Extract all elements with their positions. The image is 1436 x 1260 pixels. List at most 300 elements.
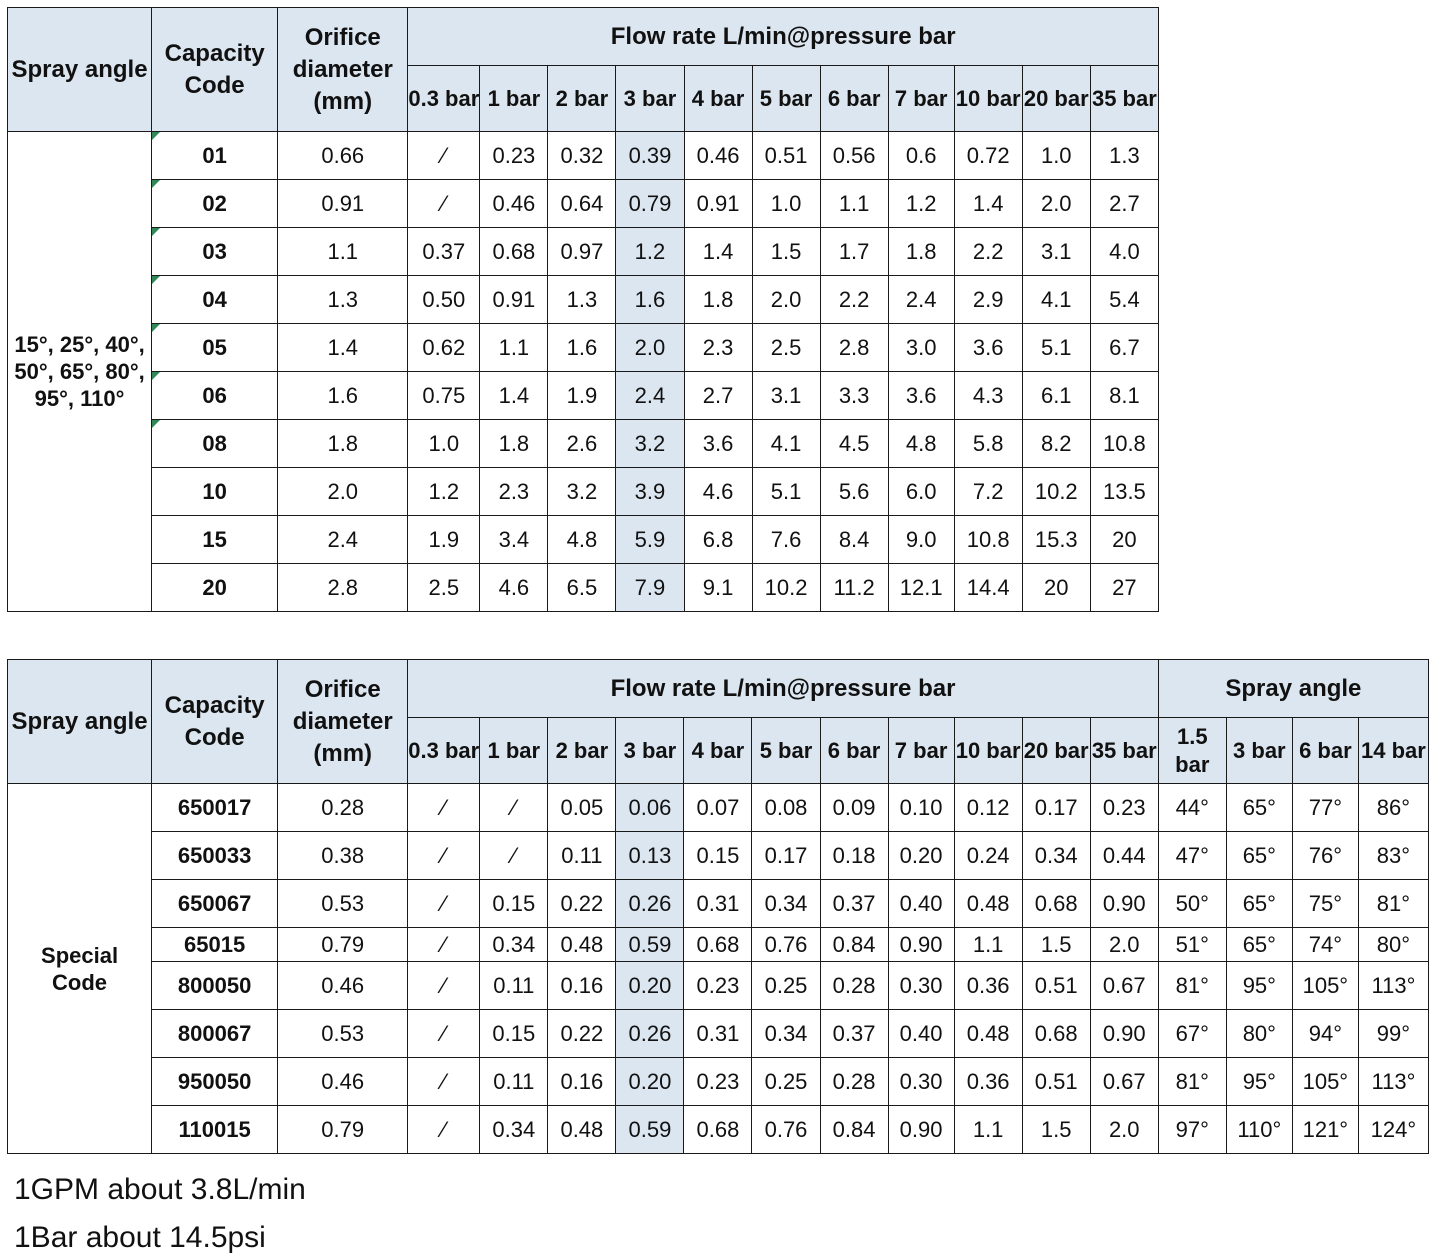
flow-value-cell: 0.20 (616, 962, 684, 1010)
spray-angle-value-cell: 80° (1358, 928, 1428, 962)
flow-value-cell: 0.11 (480, 1058, 548, 1106)
pressure-header: 2 bar (548, 66, 616, 132)
pressure-header: 6 bar (820, 66, 888, 132)
orifice-cell: 0.53 (278, 1010, 408, 1058)
flow-value-cell: 3.9 (616, 468, 684, 516)
spray-angle-value-cell: 65° (1226, 928, 1292, 962)
flow-value-cell: 0.37 (820, 880, 888, 928)
table-row (8, 420, 1159, 468)
flow-value-cell: 2.2 (954, 228, 1022, 276)
flow-value-cell: 0.28 (820, 962, 888, 1010)
flow-value-cell: ⁄ (408, 1106, 480, 1154)
spray-angle-value-cell: 121° (1292, 1106, 1358, 1154)
flow-value-cell: 1.4 (954, 180, 1022, 228)
orifice-cell: 0.53 (278, 880, 408, 928)
flow-value-cell: 4.3 (954, 372, 1022, 420)
flow-value-cell: 4.0 (1090, 228, 1158, 276)
flow-value-cell: 9.0 (888, 516, 954, 564)
flow-value-cell: 1.5 (1022, 1106, 1090, 1154)
flow-value-cell: 1.0 (1022, 132, 1090, 180)
flow-value-cell: 0.30 (888, 1058, 954, 1106)
capacity-code-cell: 65015 (152, 928, 278, 962)
header-spray-angle: Spray angle (8, 660, 152, 784)
flow-value-cell: 0.39 (616, 132, 684, 180)
flow-value-cell: 2.7 (684, 372, 752, 420)
flow-value-cell: 0.34 (752, 1010, 820, 1058)
flow-value-cell: 10.2 (1022, 468, 1090, 516)
pressure-header: 5 bar (752, 718, 820, 784)
table-row (8, 784, 1429, 832)
flow-value-cell: 3.1 (1022, 228, 1090, 276)
spray-angle-value-cell: 105° (1292, 962, 1358, 1010)
flow-value-cell: 12.1 (888, 564, 954, 612)
flow-value-cell: 0.91 (684, 180, 752, 228)
flow-value-cell: 0.22 (548, 880, 616, 928)
flow-value-cell: 1.1 (954, 928, 1022, 962)
flow-value-cell: 0.25 (752, 962, 820, 1010)
flow-value-cell: 2.0 (752, 276, 820, 324)
header-spray-angle-group: Spray angle (1158, 660, 1428, 718)
flow-value-cell: 2.0 (1090, 928, 1158, 962)
flow-value-cell: 4.6 (480, 564, 548, 612)
flow-value-cell: 8.1 (1090, 372, 1158, 420)
capacity-code-cell: 05 (152, 324, 278, 372)
spray-angle-value-cell: 113° (1358, 1058, 1428, 1106)
pressure-header: 10 bar (954, 66, 1022, 132)
flow-value-cell: 0.08 (752, 784, 820, 832)
capacity-code-cell: 650017 (152, 784, 278, 832)
pressure-header: 6 bar (820, 718, 888, 784)
flow-value-cell: 0.06 (616, 784, 684, 832)
flow-value-cell: 0.23 (684, 962, 752, 1010)
flow-value-cell: 27 (1090, 564, 1158, 612)
flow-value-cell: 4.8 (888, 420, 954, 468)
flow-value-cell: 0.23 (684, 1058, 752, 1106)
flow-value-cell: 0.18 (820, 832, 888, 880)
flow-value-cell: 2.7 (1090, 180, 1158, 228)
table-row (8, 1058, 1429, 1106)
flow-value-cell: ⁄ (408, 928, 480, 962)
capacity-code-cell: 04 (152, 276, 278, 324)
flow-value-cell: 0.46 (480, 180, 548, 228)
pressure-header: 3 bar (616, 718, 684, 784)
table-row (8, 180, 1159, 228)
spray-angle-value-cell: 81° (1158, 962, 1226, 1010)
flow-value-cell: 5.1 (1022, 324, 1090, 372)
flow-value-cell: 0.11 (480, 962, 548, 1010)
flow-value-cell: 1.5 (752, 228, 820, 276)
flow-value-cell: 0.23 (480, 132, 548, 180)
capacity-code-cell: 650067 (152, 880, 278, 928)
angle-pressure-header: 1.5 bar (1158, 718, 1226, 784)
spray-angle-value-cell: 113° (1358, 962, 1428, 1010)
flow-value-cell: 10.8 (954, 516, 1022, 564)
flow-value-cell: 2.0 (616, 324, 684, 372)
flow-value-cell: 0.48 (548, 928, 616, 962)
flow-value-cell: 3.1 (752, 372, 820, 420)
flow-value-cell: ⁄ (408, 132, 480, 180)
flow-value-cell: 0.36 (954, 962, 1022, 1010)
table-row (8, 880, 1429, 928)
pressure-header: 0.3 bar (408, 718, 480, 784)
flow-value-cell: 20 (1022, 564, 1090, 612)
orifice-cell: 0.46 (278, 962, 408, 1010)
flow-value-cell: 0.68 (480, 228, 548, 276)
table-row (8, 564, 1159, 612)
flow-value-cell: 1.3 (1090, 132, 1158, 180)
flow-value-cell: 0.26 (616, 880, 684, 928)
spray-angle-value-cell: 77° (1292, 784, 1358, 832)
pressure-header: 20 bar (1022, 718, 1090, 784)
spray-angle-value-cell: 110° (1226, 1106, 1292, 1154)
table-row (8, 324, 1159, 372)
table-row (8, 516, 1159, 564)
flow-value-cell: 0.51 (1022, 962, 1090, 1010)
flow-value-cell: 1.7 (820, 228, 888, 276)
flow-value-cell: 1.8 (888, 228, 954, 276)
flow-value-cell: 0.11 (548, 832, 616, 880)
pressure-header: 10 bar (954, 718, 1022, 784)
orifice-cell: 2.4 (278, 516, 408, 564)
flow-value-cell: 0.40 (888, 880, 954, 928)
spray-angle-value-cell: 86° (1358, 784, 1428, 832)
flow-value-cell: 6.0 (888, 468, 954, 516)
flow-value-cell: 14.4 (954, 564, 1022, 612)
header-capacity-code: Capacity Code (152, 8, 278, 132)
orifice-cell: 0.79 (278, 1106, 408, 1154)
flow-value-cell: 2.0 (1090, 1106, 1158, 1154)
spray-angle-value-cell: 47° (1158, 832, 1226, 880)
pressure-header: 4 bar (684, 718, 752, 784)
capacity-code-cell: 800067 (152, 1010, 278, 1058)
spray-angle-value-cell: 44° (1158, 784, 1226, 832)
flow-value-cell: 0.12 (954, 784, 1022, 832)
flow-value-cell: 0.79 (616, 180, 684, 228)
capacity-code-cell: 800050 (152, 962, 278, 1010)
angle-pressure-header: 14 bar (1358, 718, 1428, 784)
orifice-cell: 1.8 (278, 420, 408, 468)
table-row (8, 372, 1159, 420)
flow-value-cell: 2.3 (684, 324, 752, 372)
spray-angle-value-cell: 99° (1358, 1010, 1428, 1058)
flow-value-cell: 0.67 (1090, 962, 1158, 1010)
flow-value-cell: 0.37 (820, 1010, 888, 1058)
flow-value-cell: 0.72 (954, 132, 1022, 180)
flow-value-cell: 0.90 (1090, 880, 1158, 928)
flow-value-cell: 0.15 (480, 1010, 548, 1058)
flow-value-cell: 1.1 (480, 324, 548, 372)
capacity-code-cell: 03 (152, 228, 278, 276)
flow-value-cell: 0.48 (954, 1010, 1022, 1058)
flow-value-cell: 0.34 (752, 880, 820, 928)
flow-value-cell: 1.4 (480, 372, 548, 420)
capacity-code-cell: 02 (152, 180, 278, 228)
spray-angle-value-cell: 75° (1292, 880, 1358, 928)
flow-value-cell: 2.0 (1022, 180, 1090, 228)
flow-value-cell: 0.10 (888, 784, 954, 832)
flow-value-cell: 0.75 (408, 372, 480, 420)
flow-value-cell: 3.6 (888, 372, 954, 420)
flow-value-cell: 0.16 (548, 962, 616, 1010)
flow-value-cell: 2.4 (888, 276, 954, 324)
table-row (8, 1010, 1429, 1058)
flow-value-cell: 0.50 (408, 276, 480, 324)
header-orifice-diameter: Orifice diameter (mm) (278, 8, 408, 132)
flow-value-cell: 6.7 (1090, 324, 1158, 372)
spray-angle-value-cell: 74° (1292, 928, 1358, 962)
spray-angle-value-cell: 95° (1226, 962, 1292, 1010)
flow-value-cell: 0.90 (1090, 1010, 1158, 1058)
special-code-cell: Special Code (8, 784, 152, 1154)
spray-angle-value-cell: 81° (1158, 1058, 1226, 1106)
capacity-code-cell: 20 (152, 564, 278, 612)
flow-value-cell: 1.1 (954, 1106, 1022, 1154)
spray-angle-value-cell: 105° (1292, 1058, 1358, 1106)
flow-value-cell: 0.36 (954, 1058, 1022, 1106)
flow-value-cell: 9.1 (684, 564, 752, 612)
flow-value-cell: 0.09 (820, 784, 888, 832)
flow-value-cell: 0.62 (408, 324, 480, 372)
table-row (8, 962, 1429, 1010)
flow-value-cell: 3.6 (684, 420, 752, 468)
flow-value-cell: 0.67 (1090, 1058, 1158, 1106)
flow-value-cell: ⁄ (408, 880, 480, 928)
flow-value-cell: 5.9 (616, 516, 684, 564)
flow-value-cell: 6.8 (684, 516, 752, 564)
flow-value-cell: 2.6 (548, 420, 616, 468)
orifice-cell: 0.28 (278, 784, 408, 832)
flow-value-cell: 3.2 (616, 420, 684, 468)
flow-value-cell: 2.9 (954, 276, 1022, 324)
flow-value-cell: 7.2 (954, 468, 1022, 516)
capacity-code-cell: 110015 (152, 1106, 278, 1154)
flow-value-cell: 20 (1090, 516, 1158, 564)
flow-value-cell: 1.8 (480, 420, 548, 468)
flow-value-cell: 15.3 (1022, 516, 1090, 564)
flow-value-cell: 0.51 (752, 132, 820, 180)
flow-value-cell: 0.34 (480, 1106, 548, 1154)
flow-value-cell: 0.15 (684, 832, 752, 880)
orifice-cell: 0.79 (278, 928, 408, 962)
pressure-header: 0.3 bar (408, 66, 480, 132)
flow-value-cell: 4.8 (548, 516, 616, 564)
flow-value-cell: 0.34 (480, 928, 548, 962)
spray-angle-value-cell: 95° (1226, 1058, 1292, 1106)
flow-value-cell: 0.44 (1090, 832, 1158, 880)
table-row (8, 468, 1159, 516)
angle-pressure-header: 3 bar (1226, 718, 1292, 784)
flow-value-cell: 0.37 (408, 228, 480, 276)
flow-value-cell: 0.84 (820, 1106, 888, 1154)
flow-value-cell: 4.6 (684, 468, 752, 516)
flow-value-cell: 0.15 (480, 880, 548, 928)
flow-value-cell: 0.6 (888, 132, 954, 180)
flow-value-cell: 8.2 (1022, 420, 1090, 468)
flow-value-cell: 3.3 (820, 372, 888, 420)
flow-value-cell: 0.91 (480, 276, 548, 324)
pressure-header: 4 bar (684, 66, 752, 132)
flow-value-cell: 0.76 (752, 928, 820, 962)
flow-value-cell: 2.5 (752, 324, 820, 372)
flow-value-cell: 0.17 (1022, 784, 1090, 832)
flow-value-cell: 2.5 (408, 564, 480, 612)
flow-value-cell: 1.1 (820, 180, 888, 228)
flow-value-cell: 5.6 (820, 468, 888, 516)
flow-value-cell: 0.34 (1022, 832, 1090, 880)
pressure-header: 5 bar (752, 66, 820, 132)
flow-value-cell: 2.3 (480, 468, 548, 516)
flow-value-cell: 4.5 (820, 420, 888, 468)
flow-value-cell: 0.48 (548, 1106, 616, 1154)
angle-pressure-header: 6 bar (1292, 718, 1358, 784)
spray-angle-value-cell: 124° (1358, 1106, 1428, 1154)
flow-value-cell: 1.4 (684, 228, 752, 276)
flow-value-cell: 10.2 (752, 564, 820, 612)
flow-value-cell: 1.0 (752, 180, 820, 228)
flow-value-cell: 2.4 (616, 372, 684, 420)
header-flow-rate: Flow rate L/min@pressure bar (408, 660, 1159, 718)
flow-value-cell: 3.2 (548, 468, 616, 516)
spray-angle-cell: 15°, 25°, 40°, 50°, 65°, 80°, 95°, 110° (8, 132, 152, 612)
flow-value-cell: 1.5 (1022, 928, 1090, 962)
pressure-header: 7 bar (888, 718, 954, 784)
orifice-cell: 1.6 (278, 372, 408, 420)
flow-value-cell: 0.31 (684, 1010, 752, 1058)
flow-value-cell: ⁄ (408, 832, 480, 880)
table-row (8, 276, 1159, 324)
table-row (8, 1106, 1429, 1154)
flow-value-cell: 5.4 (1090, 276, 1158, 324)
flow-value-cell: 0.32 (548, 132, 616, 180)
orifice-cell: 0.38 (278, 832, 408, 880)
flow-value-cell: 4.1 (752, 420, 820, 468)
spray-angle-value-cell: 83° (1358, 832, 1428, 880)
spray-angle-value-cell: 97° (1158, 1106, 1226, 1154)
capacity-code-cell: 950050 (152, 1058, 278, 1106)
orifice-cell: 1.1 (278, 228, 408, 276)
flow-value-cell: 1.9 (548, 372, 616, 420)
header-capacity-code: Capacity Code (152, 660, 278, 784)
flow-value-cell: 2.8 (820, 324, 888, 372)
flow-value-cell: ⁄ (480, 784, 548, 832)
flow-value-cell: 1.2 (408, 468, 480, 516)
header-flow-rate: Flow rate L/min@pressure bar (408, 8, 1159, 66)
capacity-code-cell: 01 (152, 132, 278, 180)
flow-value-cell: 0.31 (684, 880, 752, 928)
orifice-cell: 1.4 (278, 324, 408, 372)
flow-value-cell: ⁄ (408, 784, 480, 832)
flow-value-cell: 1.2 (616, 228, 684, 276)
flow-value-cell: 3.4 (480, 516, 548, 564)
flow-value-cell: 2.2 (820, 276, 888, 324)
orifice-cell: 1.3 (278, 276, 408, 324)
flow-value-cell: 5.8 (954, 420, 1022, 468)
flow-value-cell: 0.07 (684, 784, 752, 832)
flow-value-cell: 0.64 (548, 180, 616, 228)
flow-value-cell: 1.2 (888, 180, 954, 228)
flow-value-cell: 4.1 (1022, 276, 1090, 324)
flow-value-cell: 1.6 (616, 276, 684, 324)
flow-value-cell: 0.16 (548, 1058, 616, 1106)
flow-value-cell: 0.51 (1022, 1058, 1090, 1106)
flow-value-cell: 0.68 (684, 1106, 752, 1154)
flow-value-cell: 0.68 (684, 928, 752, 962)
flow-value-cell: 1.0 (408, 420, 480, 468)
flow-value-cell: 0.68 (1022, 880, 1090, 928)
capacity-code-cell: 15 (152, 516, 278, 564)
spray-angle-value-cell: 76° (1292, 832, 1358, 880)
flow-value-cell: 0.23 (1090, 784, 1158, 832)
flow-value-cell: 0.25 (752, 1058, 820, 1106)
spray-angle-value-cell: 67° (1158, 1010, 1226, 1058)
flow-value-cell: 0.48 (954, 880, 1022, 928)
spray-angle-value-cell: 50° (1158, 880, 1226, 928)
flow-value-cell: 0.28 (820, 1058, 888, 1106)
table-row (8, 832, 1429, 880)
flow-rate-table-special (7, 659, 1429, 1154)
flow-rate-table-standard (7, 7, 1159, 612)
pressure-header: 1 bar (480, 66, 548, 132)
table-row (8, 132, 1159, 180)
pressure-header: 35 bar (1090, 66, 1158, 132)
header-spray-angle: Spray angle (8, 8, 152, 132)
orifice-cell: 2.0 (278, 468, 408, 516)
spray-angle-value-cell: 81° (1358, 880, 1428, 928)
flow-value-cell: 0.22 (548, 1010, 616, 1058)
flow-value-cell: 0.05 (548, 784, 616, 832)
flow-value-cell: 0.46 (684, 132, 752, 180)
pressure-header: 1 bar (480, 718, 548, 784)
note-gpm-conversion: 1GPM about 3.8L/min (14, 1173, 306, 1206)
flow-value-cell: 0.76 (752, 1106, 820, 1154)
flow-value-cell: 0.97 (548, 228, 616, 276)
flow-value-cell: 0.17 (752, 832, 820, 880)
capacity-code-cell: 06 (152, 372, 278, 420)
spray-angle-value-cell: 65° (1226, 784, 1292, 832)
note-bar-conversion: 1Bar about 14.5psi (14, 1221, 266, 1254)
flow-value-cell: 0.13 (616, 832, 684, 880)
flow-value-cell: 0.30 (888, 962, 954, 1010)
flow-value-cell: 7.9 (616, 564, 684, 612)
flow-value-cell: 3.6 (954, 324, 1022, 372)
flow-value-cell: 10.8 (1090, 420, 1158, 468)
spray-angle-value-cell: 80° (1226, 1010, 1292, 1058)
flow-value-cell: 1.9 (408, 516, 480, 564)
flow-value-cell: 0.59 (616, 928, 684, 962)
pressure-header: 7 bar (888, 66, 954, 132)
flow-value-cell: 0.90 (888, 928, 954, 962)
spray-angle-value-cell: 94° (1292, 1010, 1358, 1058)
capacity-code-cell: 650033 (152, 832, 278, 880)
flow-value-cell: 1.8 (684, 276, 752, 324)
flow-value-cell: 0.26 (616, 1010, 684, 1058)
flow-value-cell: 0.68 (1022, 1010, 1090, 1058)
flow-value-cell: 0.90 (888, 1106, 954, 1154)
table-row (8, 228, 1159, 276)
flow-value-cell: 0.24 (954, 832, 1022, 880)
orifice-cell: 0.91 (278, 180, 408, 228)
orifice-cell: 0.66 (278, 132, 408, 180)
orifice-cell: 0.46 (278, 1058, 408, 1106)
flow-value-cell: 8.4 (820, 516, 888, 564)
flow-value-cell: 11.2 (820, 564, 888, 612)
flow-value-cell: 0.59 (616, 1106, 684, 1154)
flow-value-cell: 0.56 (820, 132, 888, 180)
pressure-header: 35 bar (1090, 718, 1158, 784)
pressure-header: 2 bar (548, 718, 616, 784)
flow-value-cell: 5.1 (752, 468, 820, 516)
spray-angle-value-cell: 51° (1158, 928, 1226, 962)
